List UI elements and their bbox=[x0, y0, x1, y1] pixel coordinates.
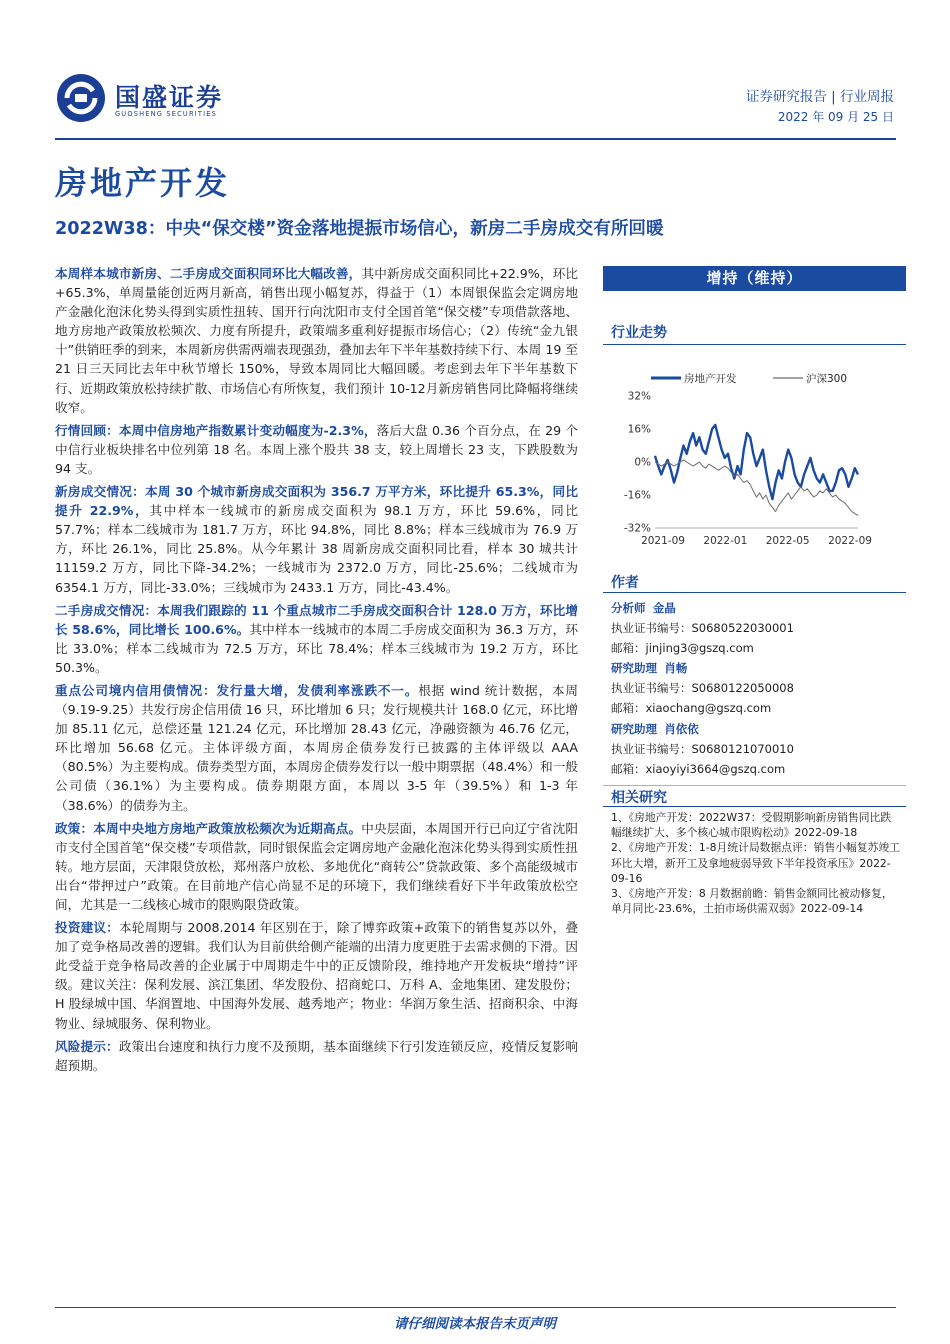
summary-paragraph bbox=[55, 482, 578, 597]
report-headline: 2022W38：中央“保交楼”资金落地提振市场信心，新房二手房成交有所回暖 bbox=[55, 219, 664, 239]
summary-paragraph bbox=[55, 918, 578, 1033]
header-divider bbox=[55, 138, 896, 140]
author-role: 研究助理 bbox=[611, 661, 657, 676]
paragraph-body: 政策出台速度和执行力度不及预期，基本面继续下行引发连锁反应，疫情反复影响超预期。 bbox=[55, 1038, 579, 1073]
y-tick-label: 32% bbox=[627, 390, 651, 403]
legend-label-series-2: 沪深300 bbox=[806, 373, 848, 385]
author-name: 肖畅 bbox=[664, 661, 688, 676]
footer-disclaimer: 请仔细阅读本报告末页声明 bbox=[394, 1316, 556, 1332]
x-tick-label: 2022-09 bbox=[828, 535, 872, 547]
summary-paragraph bbox=[55, 819, 578, 914]
related-reports-list bbox=[611, 810, 901, 916]
paragraph-body: 根据 wind 统计数据，本周（9.19-9.25）共发行房企信用债 16 只，环比增加 6 只；发行规模共计 168.0 亿元，环比增加 85.11 亿元，总偿还量 121.24 亿元，环比增加 28.43 亿元，净融资额为 46.76 亿元，环比增加 56.68 亿元。主体评级方面，本周房企债券发行已披露的主体评级以 AAA（80.5%）为主要构成。债券类型方面，本周房企债券发行以一般中期票据（48.4%）和一般公司债（36.1%）为主要构成。债券期限方面，本周以 3-5 年（39.5%）和 1-3 年（38.6%）的债券为主。 bbox=[55, 682, 579, 813]
related-report-item[interactable]: 3、《房地产开发：8 月数据前瞻：销售金额同比被动修复，单月同比-23.6%，土拍市场供需双弱》2022-09-14 bbox=[611, 887, 893, 916]
industry-title: 房地产开发 bbox=[55, 164, 231, 202]
related-report-item[interactable]: 2、《房地产开发：1-8月统计局数据点评：销售小幅复苏竣工环比大增，新开工及拿地疲弱导致下半年投资承压》2022-09-16 bbox=[611, 841, 901, 885]
x-axis bbox=[641, 528, 872, 547]
paragraph-body: 其中新房成交面积同比+22.9%，环比+65.3%，单周量能创近两月新高，销售出现小幅复苏，得益于（1）本周银保监会定调房地产金融化泡沫化势头得到实质性扭转、国开行向沈阳市支付全国首笔“保交楼”专项借款落地、地方房地产政策放松频次、力度有所提升，政策端多重利好提振市场信心；（2）传统“金九银十”供销旺季的到来，本周新房供需两端表现强劲，叠加去年下半年基数持续下行、本周 19 至 21 日三天同比去年中秋节增长 150%，导致本周同比大幅回暖。考虑到去年下半年基数下行、近期政策放松持续扩散、市场信心有所恢复，我们预计 10-12月新房销售同比降幅将继续收窄。 bbox=[55, 266, 579, 415]
summary-paragraph bbox=[55, 1037, 578, 1075]
cert-number: S0680122050008 bbox=[691, 681, 794, 696]
company-name: 国盛证券 bbox=[115, 83, 224, 112]
author-role-line bbox=[611, 658, 901, 678]
authors-divider bbox=[603, 592, 906, 593]
cert-number: S0680522030001 bbox=[691, 621, 794, 636]
series-line-1 bbox=[655, 425, 858, 499]
y-tick-label: -32% bbox=[623, 522, 651, 535]
paragraph-lead: 二手房成交情况：本周我们跟踪的 11 个重点城市二手房成交面积合计 128.0 万方，环比增长 58.6%，同比增长 100.6%。 bbox=[55, 602, 578, 637]
chart-series bbox=[655, 425, 858, 516]
related-title: 相关研究 bbox=[611, 790, 667, 806]
author-email-line bbox=[611, 638, 901, 658]
company-name-en: GUOSHENG SECURITIES bbox=[115, 110, 218, 118]
author-role: 研究助理 bbox=[611, 721, 657, 736]
paragraph-lead: 新房成交情况：本周 30 个城市新房成交面积为 356.7 万平方米，环比提升 65.3%，同比提升 22.9%， bbox=[55, 484, 578, 519]
paragraph-lead: 投资建议： bbox=[55, 920, 120, 936]
x-tick-label: 2022-01 bbox=[703, 535, 748, 547]
author-email-line bbox=[611, 759, 901, 779]
related-divider bbox=[603, 806, 906, 807]
cert-label: 执业证书编号： bbox=[611, 681, 692, 696]
author-cert-line bbox=[611, 739, 901, 759]
y-tick-label: 16% bbox=[627, 423, 651, 436]
author-email-line bbox=[611, 698, 901, 718]
author-email[interactable]: xiaochang@gszq.com bbox=[645, 701, 772, 716]
author-email[interactable]: jinjing3@gszq.com bbox=[645, 641, 754, 656]
author-role-line bbox=[611, 719, 901, 739]
chart-legend bbox=[651, 372, 847, 385]
paragraph-lead: 政策：本周中央地方房地产政策放松频次为近期高点。 bbox=[55, 820, 362, 836]
paragraph-lead: 风险提示： bbox=[55, 1038, 119, 1054]
rating-badge: 增持（维持） bbox=[603, 266, 906, 291]
summary-body bbox=[55, 264, 578, 1079]
paragraph-body: 本轮周期与 2008.2014 年区别在于，除了博弈政策+政策下的销售复苏以外，叠加了竞争格局改善的逻辑。我们认为目前供给侧产能端的出清力度更胜于去需求侧的下滑。因此受益于竞争格局改善的企业属于中周期走牛中的正反馈阶段，维持地产开发板块“增持”评级。建议关注：保利发展、滨江集团、华发股份、招商蛇口、万科 A、金地集团、建发股份；H 股绿城中国、华润置地、中国海外发展、越秀地产；物业：华润万象生活、招商积余、中海物业、绿城服务、保利物业。 bbox=[55, 920, 579, 1031]
trend-title: 行业走势 bbox=[611, 325, 667, 341]
footer-divider bbox=[55, 1307, 896, 1308]
authors-title: 作者 bbox=[611, 575, 639, 591]
trend-divider bbox=[603, 344, 906, 345]
author-cert-line bbox=[611, 678, 901, 698]
company-logo bbox=[55, 72, 255, 128]
report-type: 证券研究报告 | 行业周报 bbox=[745, 89, 894, 105]
summary-paragraph bbox=[55, 601, 578, 677]
report-date: 2022 年 09 月 25 日 bbox=[777, 110, 894, 124]
email-label: 邮箱： bbox=[611, 761, 646, 776]
related-report-item[interactable]: 1、《房地产开发：2022W37：受假期影响新房销售同比跌幅继续扩大、多个核心城市限购松动》2022-09-18 bbox=[611, 811, 892, 840]
y-tick-label: 0% bbox=[634, 456, 651, 469]
author-role-line bbox=[611, 598, 901, 618]
email-label: 邮箱： bbox=[611, 641, 646, 656]
y-tick-label: -16% bbox=[623, 489, 651, 502]
summary-paragraph bbox=[55, 681, 578, 815]
legend-label-series-1: 房地产开发 bbox=[684, 373, 737, 385]
cert-label: 执业证书编号： bbox=[611, 621, 692, 636]
paragraph-body: 中央层面，本周国开行已向辽宁省沈阳市支付全国首笔“保交楼”专项借款，同时银保监会定调房地产金融化泡沫化势头得到实质性扭转。地方层面，天津限贷放松，郑州落户放松、多地优化“商转公”贷款政策、多个高能级城市出台“带押过户”政策。在目前地产信心尚显不足的环境下，我们继续看好下半年政策放松空间，尤其是一二线核心城市的限购限贷政策。 bbox=[55, 820, 579, 912]
author-role: 分析师 bbox=[611, 601, 646, 615]
cert-label: 执业证书编号： bbox=[611, 741, 692, 756]
paragraph-body: 其中样本一线城市的新房成交面积为 98.1 万方，环比 59.6%，同比 57.7%；样本二线城市为 181.7 万方，环比 94.8%，同比 8.8%；样本三线城市为 76.9 万方，环比 26.1%，同比 25.8%。从今年累计 38 周新房成交面积同比看，样本 30 城共计 11159.2 万方，同比下降-34.2%；一线城市为 2372.0 万方，同比-25.6%；二线城市为 6354.1 万方，同比-33.0%；三线城市为 2433.1 万方，同比-43.4%。 bbox=[55, 503, 579, 595]
author-cert-line bbox=[611, 618, 901, 638]
guosheng-logo-icon bbox=[55, 72, 107, 124]
paragraph-body: 落后大盘 0.36 个百分点，在 29 个中信行业板块排名中位列第 18 名。本周上涨个股共 38 支，较上周增长 23 支，下跌股数为 94 支。 bbox=[55, 422, 578, 476]
author-email[interactable]: xiaoyiyi3664@gszq.com bbox=[645, 761, 786, 776]
author-name: 金晶 bbox=[652, 601, 676, 615]
authors-list bbox=[611, 598, 901, 779]
summary-paragraph bbox=[55, 264, 578, 417]
paragraph-body: 其中样本一线城市的本周二手房成交面积为 36.3 万方，环比 33.0%；样本二线城市为 72.5 万方，环比 78.4%；样本三线城市为 19.2 万方，环比 50.3%。 bbox=[55, 621, 578, 675]
paragraph-lead: 重点公司境内信用债情况：发行量大增，发债利率涨跌不一。 bbox=[55, 682, 419, 698]
summary-paragraph bbox=[55, 421, 578, 478]
paragraph-lead: 本周样本城市新房、二手房成交面积同环比大幅改善， bbox=[55, 266, 362, 281]
author-name: 肖依依 bbox=[664, 721, 699, 736]
paragraph-lead: 行情回顾：本周中信房地产指数累计变动幅度为-2.3%， bbox=[55, 422, 377, 438]
x-tick-label: 2022-05 bbox=[765, 535, 810, 547]
y-axis bbox=[624, 391, 651, 535]
related-top-divider bbox=[603, 785, 906, 786]
cert-number: S0680121070010 bbox=[691, 741, 794, 756]
email-label: 邮箱： bbox=[611, 701, 646, 716]
industry-trend-chart bbox=[603, 360, 903, 560]
x-tick-label: 2021-09 bbox=[641, 535, 685, 547]
